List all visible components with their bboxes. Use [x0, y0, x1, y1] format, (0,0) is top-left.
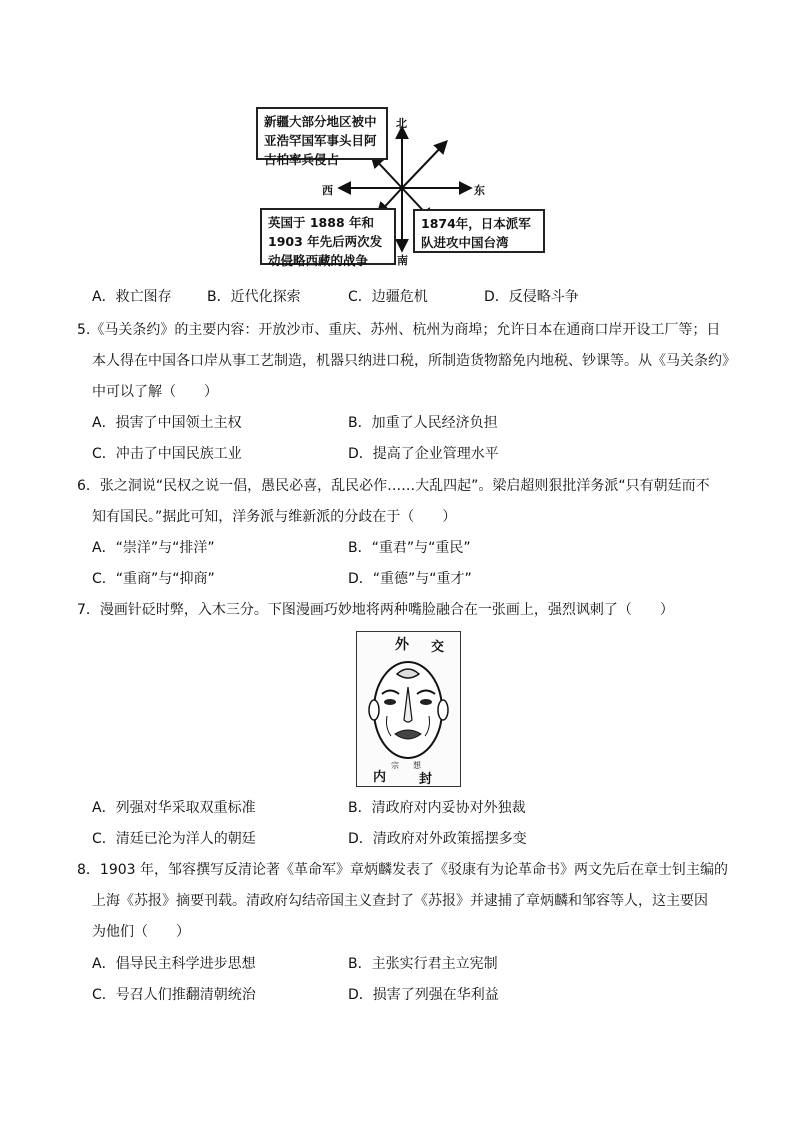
q6-option-a: A．“崇洋”与“排洋”: [92, 540, 215, 556]
cartoon-top-text: 外: [395, 637, 409, 653]
q6-option-d: D．“重德”与“重才”: [348, 571, 472, 587]
cartoon-bottom-small-left: 宗: [391, 761, 399, 770]
cartoon-top-right-text: 交: [431, 640, 445, 655]
q7-option-d: D．清政府对外政策摇摆多变: [348, 831, 527, 847]
q5-stem-line-1: 5.《马关条约》的主要内容：开放沙市、重庆、苏州、杭州为商埠；允许日本在通商口岸开设工厂等；日: [77, 322, 721, 338]
q7-option-c: C．清廷已沦为洋人的朝廷: [92, 831, 256, 847]
diagram-box-southeast: 1874年，日本派军队进攻中国台湾: [413, 209, 545, 253]
cartoon-bottom-small-right: 想: [413, 761, 421, 770]
q6-stem-line-1: 6．张之洞说“民权之说一倡，愚民必喜，乱民必作……大乱四起”。梁启超则狠批洋务派“只有朝廷而不: [77, 478, 710, 494]
west-label: 西: [322, 184, 333, 197]
q7-option-a: A．列强对华采取双重标准: [92, 800, 256, 816]
cartoon-bottom-right-text: 封: [419, 772, 433, 787]
south-label: 南: [397, 254, 408, 267]
q8-stem-line-2: 上海《苏报》摘要刊载。清政府勾结帝国主义查封了《苏报》并逮捕了章炳麟和邹容等人，这主要因: [92, 893, 708, 909]
q4-option-b: B．近代化探索: [207, 289, 301, 305]
q6-option-b: B．“重君”与“重民”: [348, 540, 471, 556]
q5-option-a: A．损害了中国领土主权: [92, 415, 242, 431]
diagram-box-southwest: 英国于 1888 年和 1903 年先后两次发动侵略西藏的战争: [260, 208, 396, 265]
q4-option-c: C．边疆危机: [348, 289, 428, 305]
q5-stem-line-2: 本人得在中国各口岸从事工艺制造，机器只纳进口税，所制造货物豁免内地税、钞课等。从《马关条约》: [92, 353, 736, 369]
q5-stem-line-3: 中可以了解（ ）: [92, 384, 218, 400]
q8-stem-line-3: 为他们（ ）: [92, 924, 190, 940]
q8-option-a: A．倡导民主科学进步思想: [92, 956, 256, 972]
q5-option-b: B．加重了人民经济负担: [348, 415, 498, 431]
cartoon-bottom-left-text: 内: [373, 770, 387, 785]
q8-option-d: D．损害了列强在华利益: [348, 987, 499, 1003]
arrow-northeast: [402, 142, 446, 188]
two-faced-portrait: [357, 632, 460, 786]
q4-option-a: A．救亡图存: [92, 289, 172, 305]
q8-stem-line-1: 8．1903 年，邹容撰写反清论著《革命军》章炳麟发表了《驳康有为论革命书》两文先后在章士钊主编的: [77, 862, 728, 878]
satirical-cartoon: [356, 631, 461, 787]
q7-stem-line-1: 7．漫画针砭时弊，入木三分。下图漫画巧妙地将两种嘴脸融合在一张画上，强烈讽刺了（ ）: [77, 602, 674, 618]
q5-option-c: C．冲击了中国民族工业: [92, 446, 242, 462]
q4-option-d: D．反侵略斗争: [484, 289, 579, 305]
diagram-box-northwest: 新疆大部分地区被中亚浩罕国军事头目阿古柏率兵侵占: [256, 107, 388, 160]
q7-option-b: B．清政府对内妥协对外独裁: [348, 800, 526, 816]
q8-option-c: C．号召人们推翻清朝统治: [92, 987, 256, 1003]
q8-option-b: B．主张实行君主立宪制: [348, 956, 498, 972]
east-label: 东: [474, 184, 485, 197]
q6-stem-line-2: 知有国民。”据此可知，洋务派与维新派的分歧在于（ ）: [92, 509, 457, 525]
arrow-northwest: [372, 156, 402, 188]
q6-option-c: C．“重商”与“抑商”: [92, 571, 215, 587]
q5-option-d: D．提高了企业管理水平: [348, 446, 499, 462]
north-label: 北: [396, 117, 407, 130]
